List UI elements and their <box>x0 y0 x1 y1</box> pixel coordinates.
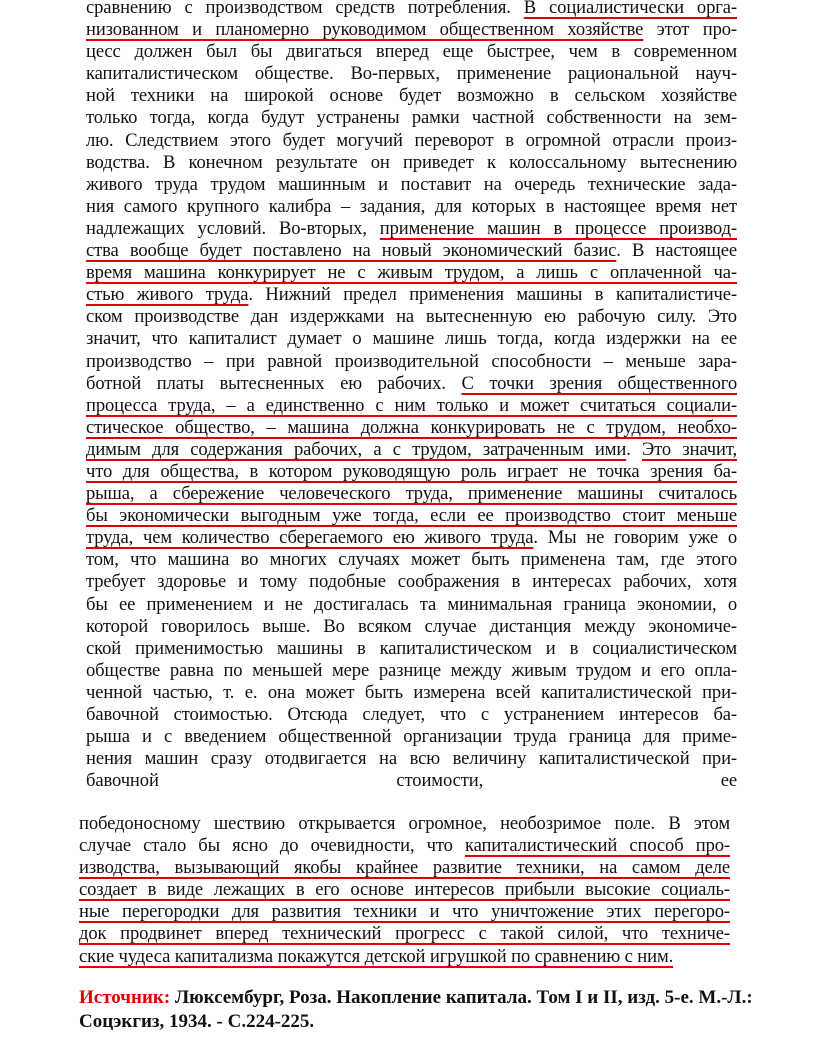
underlined-passage: изводства, вызывающий якобы крайнее развитие техники, на самом деле <box>79 857 730 879</box>
text-run: живого труда трудом машинным и поставит на очередь технические зада- <box>86 173 737 195</box>
underlined-passage: димым для содержания рабочих, а с трудом, затраченным ими <box>86 438 627 460</box>
source-label: Источник: <box>79 987 171 1008</box>
underlined-passage: применение машин в процессе производ- <box>379 217 737 239</box>
text-line <box>86 417 737 439</box>
underlined-passage: Это значит, <box>641 438 737 460</box>
text-line <box>86 240 737 262</box>
text-run: том, что машина во многих случаях может быть применена там, где этого <box>86 549 737 571</box>
text-run: рыша и с введением общественной организации труда граница для приме- <box>86 726 737 748</box>
text-run: обществе равна по меньшей мере разнице между живым трудом и его опла- <box>86 659 737 681</box>
text-run: бавочной стоимостью. Отсюда следует, что с устранением интересов ба- <box>86 704 737 725</box>
text-line <box>86 594 737 616</box>
text-line <box>86 373 737 395</box>
underlined-passage: стью живого труда <box>86 284 249 306</box>
text-run: значит, что капиталист думает о машине лишь тогда, когда издержки на ее <box>86 328 737 350</box>
text-line <box>79 813 730 835</box>
text-line <box>86 770 737 792</box>
text-run: ской применимостью машины в капиталистическом и в социалистическом <box>86 637 737 659</box>
text-line <box>86 616 737 638</box>
text-line <box>86 704 737 726</box>
text-line <box>86 483 737 505</box>
text-line <box>86 41 737 63</box>
source-citation <box>79 986 759 1034</box>
text-run: капиталистическом обществе. Во-первых, применение рациональной науч- <box>86 63 737 85</box>
underlined-passage: бы экономически выгодным уже тогда, если ее производство стоит меньше <box>86 505 737 527</box>
text-run: цесс должен был бы двигаться вперед еще быстрее, чем в современном <box>86 41 737 63</box>
underlined-passage: создает в виде лежащих в его основе интересов прибыли высокие социаль- <box>79 879 730 901</box>
text-line <box>86 395 737 417</box>
text-line <box>86 284 737 306</box>
text-line <box>86 130 737 152</box>
text-line <box>86 439 737 461</box>
text-run: водства. В конечном результате он приведет к колоссальному вытеснению <box>86 151 737 173</box>
underlined-passage: ные перегородки для развития техники и что уничтожение этих перегоро- <box>79 901 730 923</box>
text-run: требует здоровье и тому подобные соображения в интересах рабочих, хотя <box>86 571 737 593</box>
underlined-passage: труда, чем количество сберегаемого ею живого труда <box>86 527 534 549</box>
text-line <box>86 306 737 328</box>
text-line <box>86 571 737 593</box>
text-run: ния самого крупного калибра – задания, для которых в настоящее время нет <box>86 195 737 217</box>
text-run: победоносному шествию открывается огромное, необозримое поле. В этом <box>79 813 730 834</box>
text-run: . <box>626 438 642 460</box>
underlined-passage: низованном и планомерно руководимом общественном хозяйстве <box>86 19 644 41</box>
text-run: лю. Следствием этого будет могучий переворот в огромной отрасли произ- <box>86 129 737 151</box>
text-line <box>86 638 737 660</box>
text-block-main <box>86 0 737 792</box>
text-run: этот про- <box>643 19 737 41</box>
text-run: которой говорилось выше. Во всяком случае дистанция между экономиче- <box>86 615 737 637</box>
underlined-passage: что для общества, в котором руководящую роль играет не точка зрения ба- <box>86 460 737 482</box>
text-run: . Мы не говорим уже о <box>533 527 737 549</box>
text-line <box>86 461 737 483</box>
source-text: Люксембург, Роза. Накопление капитала. Том I и II, изд. 5-е. М.-Л.: Соцэкгиз, 1934. - С.224-225. <box>79 987 753 1032</box>
text-run: надлежащих условий. Во-вторых, <box>86 217 380 239</box>
text-line <box>79 923 730 945</box>
text-line <box>86 107 737 129</box>
text-line <box>86 174 737 196</box>
underlined-passage: ские чудеса капитализма покажутся детской игрушкой по сравнению с ним. <box>79 945 674 967</box>
text-run: только тогда, когда будут устранены рамки частной собственности на зем- <box>86 107 737 129</box>
underlined-passage: время машина конкурирует не с живым трудом, а лишь с оплаченной ча- <box>86 262 737 284</box>
text-line <box>86 19 737 41</box>
text-line <box>86 0 737 19</box>
text-run: производство – при равной производительной способности – меньше зара- <box>86 350 737 372</box>
text-line <box>86 328 737 350</box>
text-line <box>79 835 730 857</box>
underlined-passage: капиталистический способ про- <box>464 835 730 857</box>
text-run: ченной частью, т. е. она может быть измерена всей капиталистической при- <box>86 681 737 703</box>
underlined-passage: процесса труда, – а единственно с ним только и может считаться социали- <box>86 394 737 416</box>
text-line <box>86 196 737 218</box>
underlined-passage: рыша, а сбережение человеческого труда, применение машины считалось <box>86 483 737 505</box>
text-run: нения машин сразу отодвигается на всю величину капиталистической при- <box>86 748 737 770</box>
text-run: ботной платы вытесненных ею рабочих. <box>86 372 462 394</box>
text-block-continuation <box>79 813 730 968</box>
text-line <box>79 857 730 879</box>
text-line <box>86 726 737 748</box>
text-line <box>79 946 730 968</box>
underlined-passage: док продвинет вперед технический прогресс с такой силой, что техниче- <box>79 923 730 945</box>
text-line <box>86 682 737 704</box>
text-line <box>79 901 730 923</box>
text-line <box>86 152 737 174</box>
text-run: ной техники на широкой основе будет возможно в сельском хозяйстве <box>86 85 737 107</box>
text-line <box>86 549 737 571</box>
text-line <box>86 660 737 682</box>
text-run: случае стало бы ясно до очевидности, что <box>79 835 465 857</box>
text-line <box>86 351 737 373</box>
text-run: сравнению с производством средств потребления. <box>86 0 524 18</box>
text-line <box>86 748 737 770</box>
text-run: . В настоящее <box>616 240 737 262</box>
text-line <box>86 63 737 85</box>
text-line <box>86 262 737 284</box>
text-run: . Нижний предел применения машины в капиталистиче- <box>248 284 737 306</box>
text-line <box>86 527 737 549</box>
text-line <box>86 218 737 240</box>
text-line <box>79 879 730 901</box>
underlined-passage: В социалистически орга- <box>523 0 737 18</box>
underlined-passage: ства вообще будет поставлено на новый экономический базис <box>86 240 617 262</box>
underlined-passage: стическое общество, – машина должна конкурировать не с трудом, необхо- <box>86 416 737 438</box>
text-line <box>86 85 737 107</box>
text-run: бы ее применением и не достигалась та минимальная граница экономии, о <box>86 593 737 615</box>
text-run: ском производстве дан издержками на вытесненную ею рабочую силу. Это <box>86 306 737 328</box>
text-run: бавочной стоимости, ее <box>86 770 737 792</box>
text-line <box>86 505 737 527</box>
underlined-passage: С точки зрения общественного <box>461 372 737 394</box>
